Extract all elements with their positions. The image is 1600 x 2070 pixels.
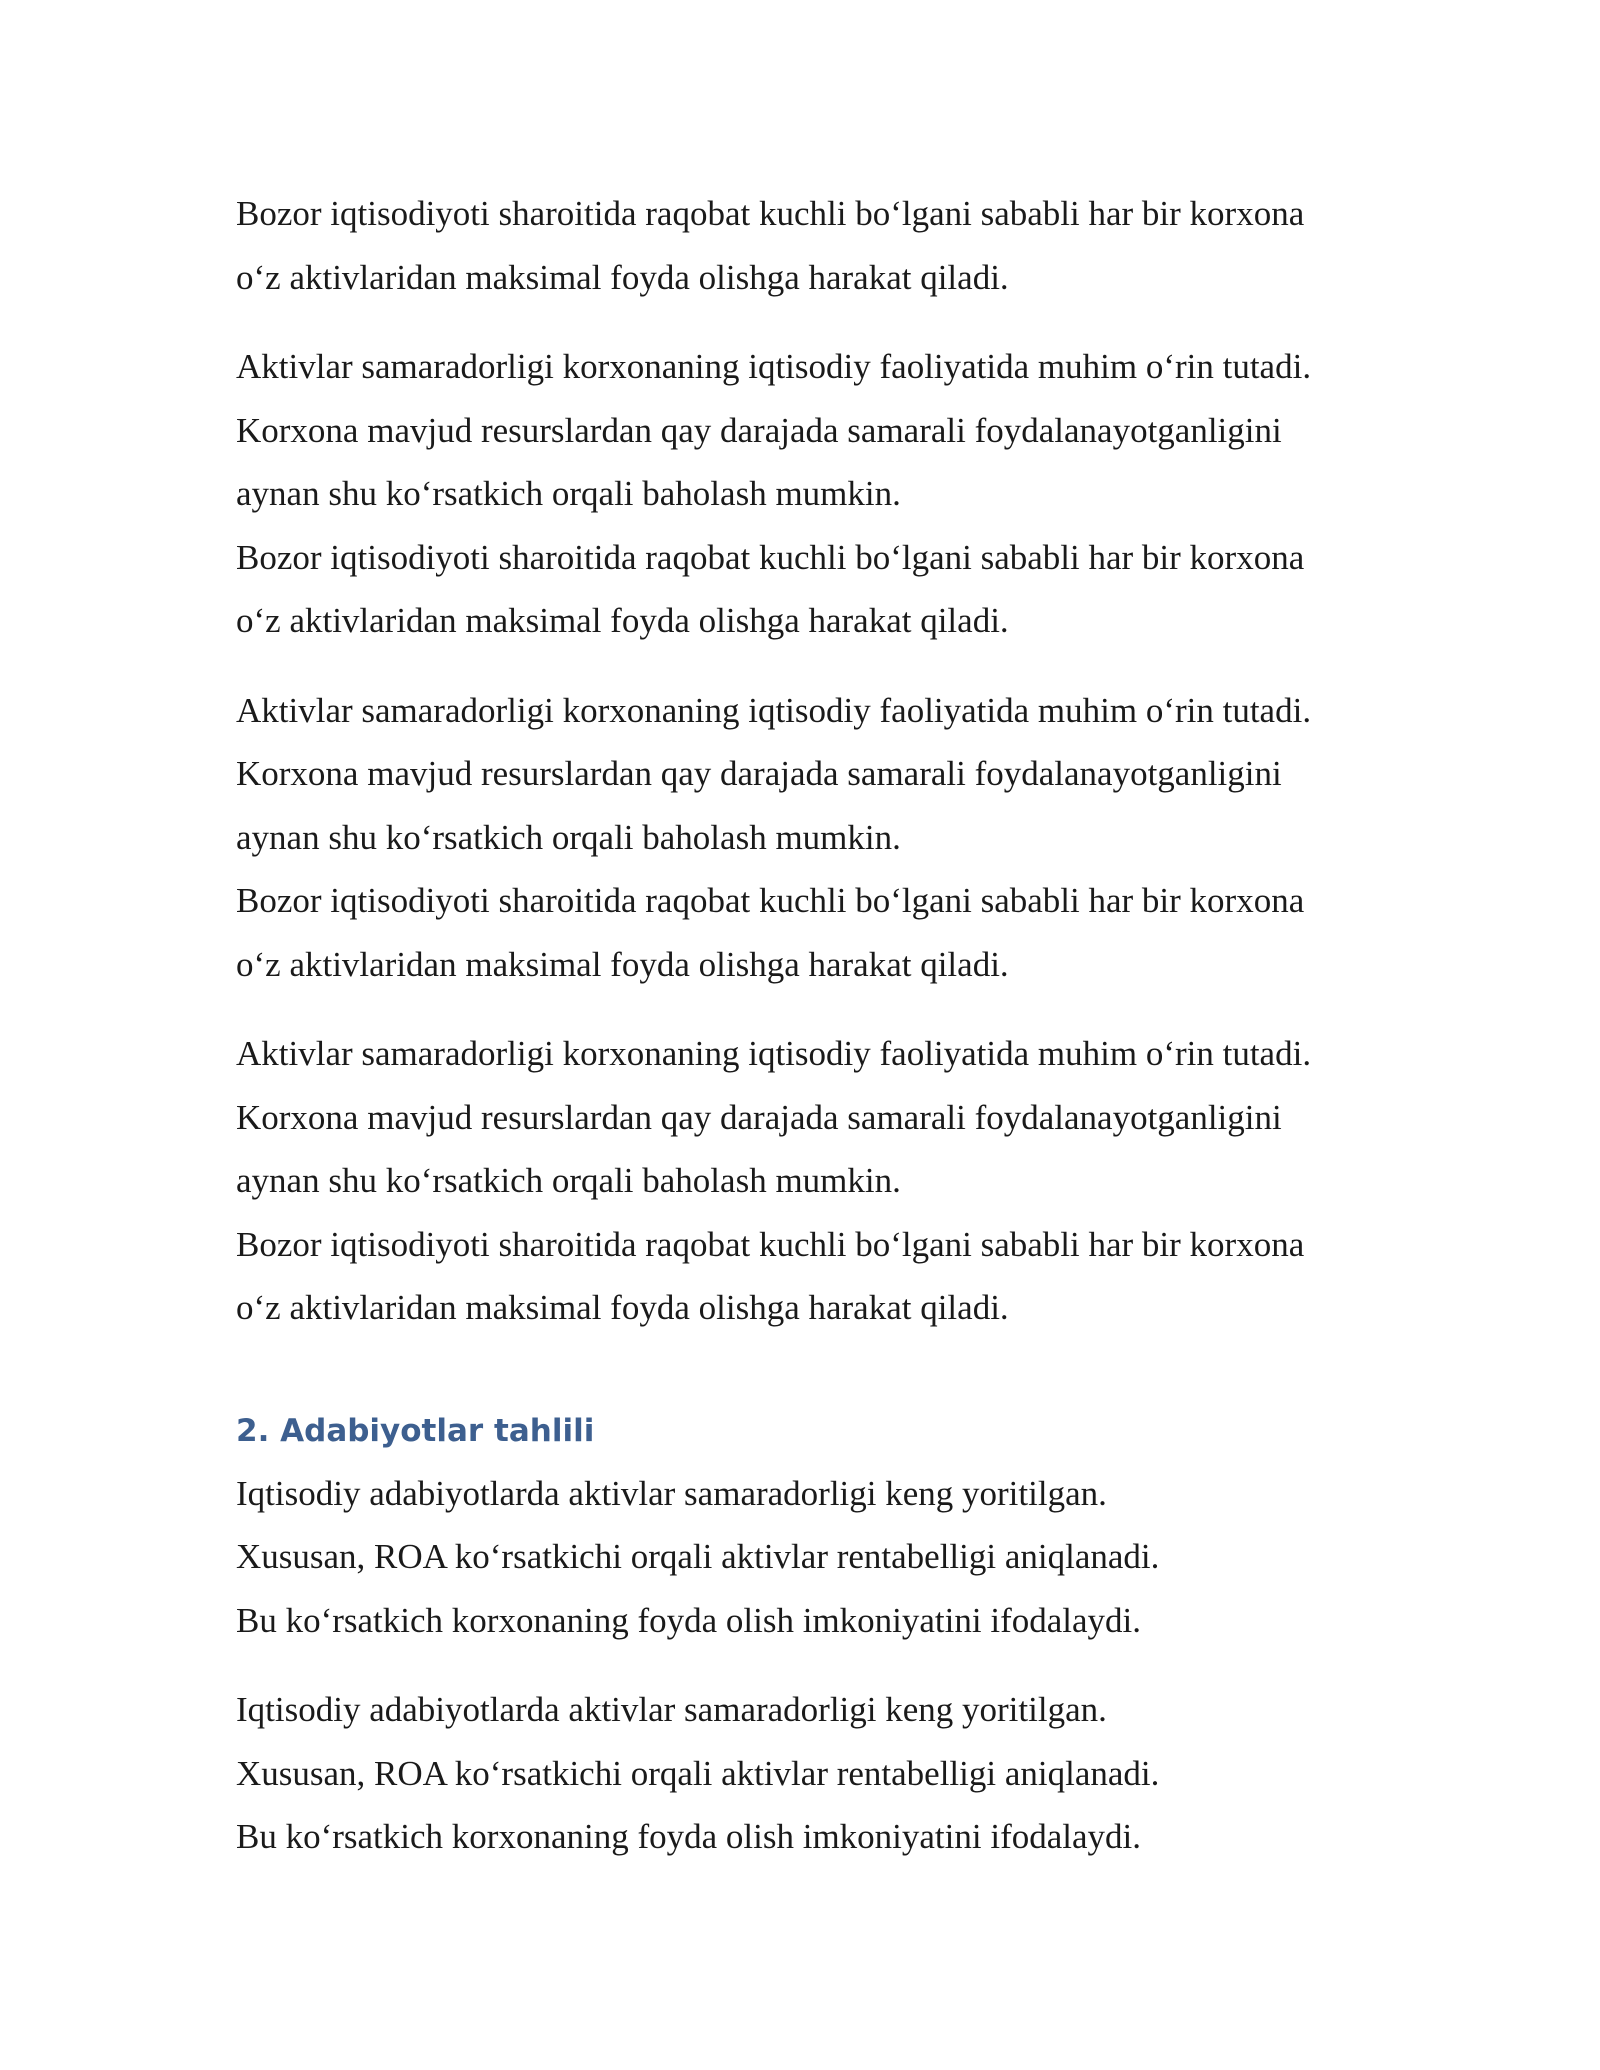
document-body: [236, 182, 1416, 1869]
paragraph-8: Iqtisodiy adabiyotlarda aktivlar samaradorligi keng yoritilgan. Xususan, ROA ko‘rsatkichi orqali aktivlar rentabelligi aniqlanadi. Bu ko‘rsatkich korxonaning foyda olish imkoniyatini ifodalaydi.: [236, 1473, 1160, 1640]
paragraph-5: Bozor iqtisodiyoti sharoitida raqobat kuchli bo‘lgani sababli har bir korxona o‘z aktivlaridan maksimal foyda olishga harakat qiladi.: [236, 881, 1305, 984]
section-heading: 2. Adabiyotlar tahlili: [236, 1412, 595, 1449]
paragraph-9: Iqtisodiy adabiyotlarda aktivlar samaradorligi keng yoritilgan. Xususan, ROA ko‘rsatkichi orqali aktivlar rentabelligi aniqlanadi. Bu ko‘rsatkich korxonaning foyda olish imkoniyatini ifodalaydi.: [236, 1690, 1160, 1856]
paragraph-3: Bozor iqtisodiyoti sharoitida raqobat kuchli bo‘lgani sababli har bir korxona o‘z aktivlaridan maksimal foyda olishga harakat qiladi.: [236, 537, 1305, 640]
paragraph-2: Aktivlar samaradorligi korxonaning iqtisodiy faoliyatida muhim o‘rin tutadi. Korxona mavjud resurslardan qay darajada samarali foydalanayotganligini aynan shu ko‘rsatkich orqali baholash mumkin.: [236, 347, 1312, 513]
paragraph-6: Aktivlar samaradorligi korxonaning iqtisodiy faoliyatida muhim o‘rin tutadi. Korxona mavjud resurslardan qay darajada samarali foydalanayotganligini aynan shu ko‘rsatkich orqali baholash mumkin.: [236, 1034, 1312, 1200]
paragraph-1: Bozor iqtisodiyoti sharoitida raqobat kuchli bo‘lgani sababli har bir korxona o‘z aktivlaridan maksimal foyda olishga harakat qiladi.: [236, 194, 1305, 297]
paragraph-4: Aktivlar samaradorligi korxonaning iqtisodiy faoliyatida muhim o‘rin tutadi. Korxona mavjud resurslardan qay darajada samarali foydalanayotganligini aynan shu ko‘rsatkich orqali baholash mumkin.: [236, 690, 1312, 857]
paragraph-7: Bozor iqtisodiyoti sharoitida raqobat kuchli bo‘lgani sababli har bir korxona o‘z aktivlaridan maksimal foyda olishga harakat qiladi.: [236, 1224, 1305, 1327]
